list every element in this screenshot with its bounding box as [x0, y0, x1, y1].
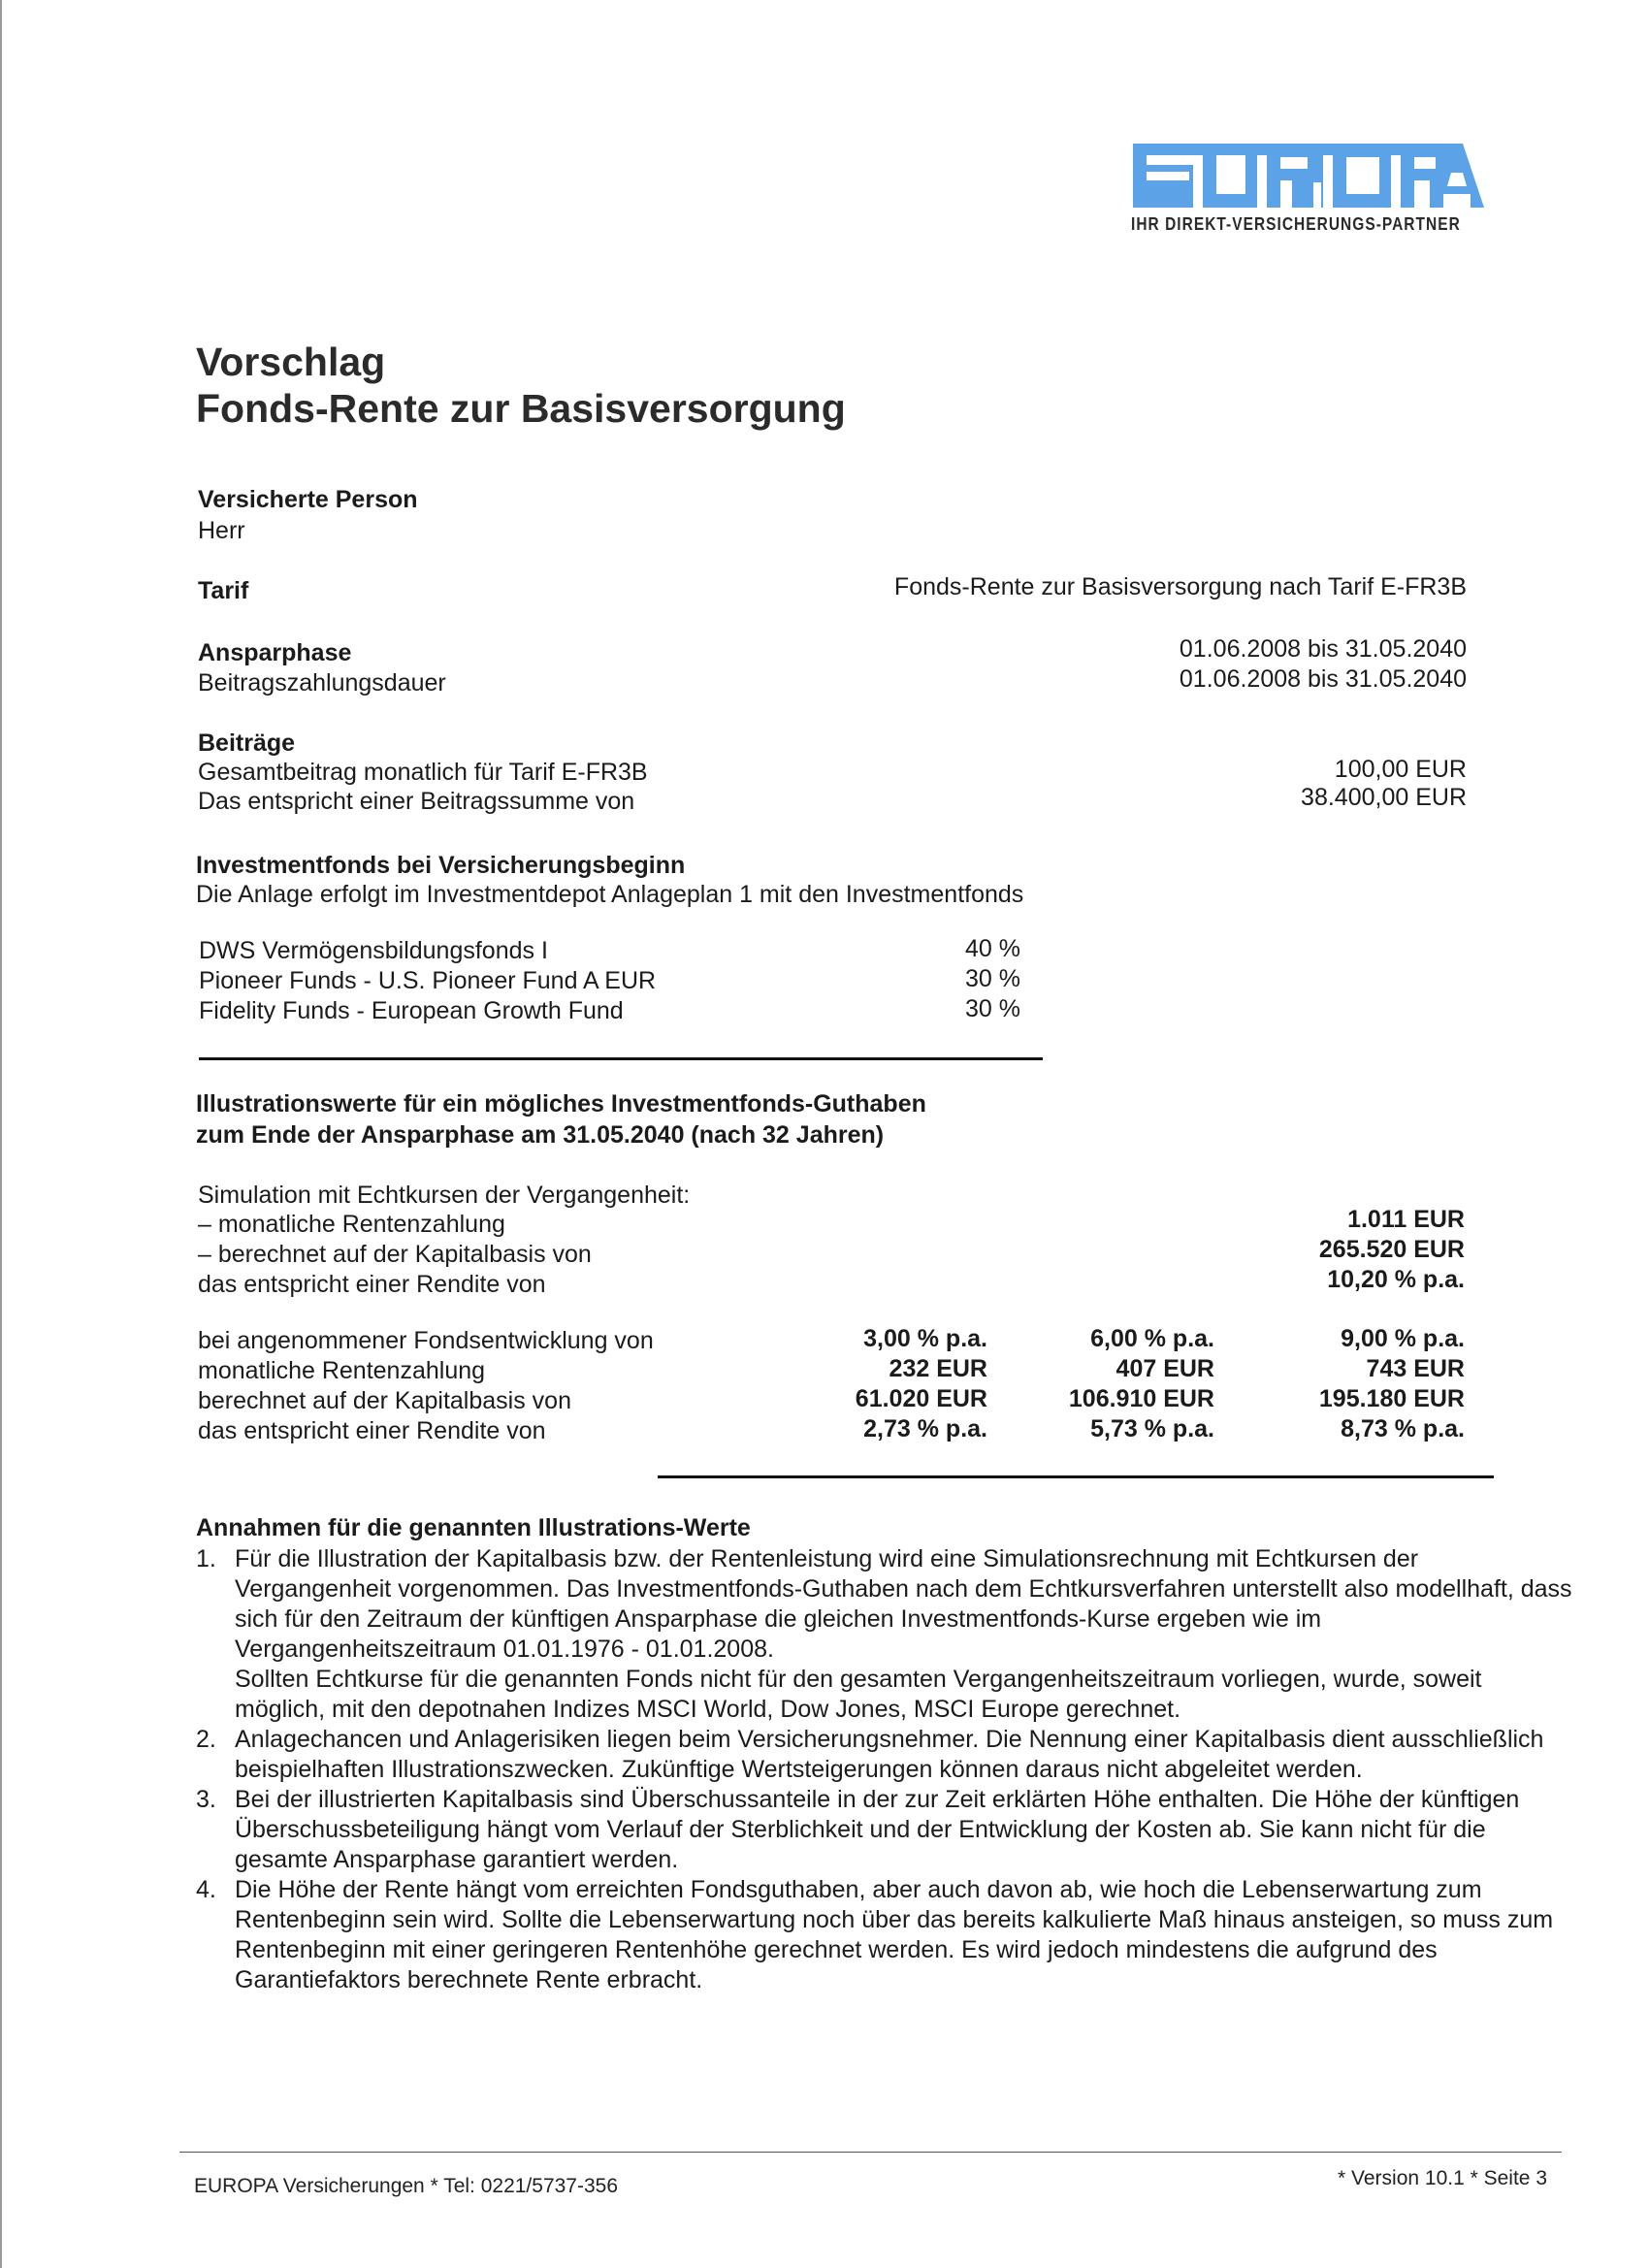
- scenario-6-capital: 106.910 EUR: [1068, 1385, 1214, 1412]
- scenario-9-pension: 743 EUR: [1366, 1355, 1465, 1382]
- tarif-label: Tarif: [198, 577, 249, 604]
- assumption-number: 1.: [196, 1545, 216, 1572]
- scenario-9-return: 8,73 % p.a.: [1341, 1415, 1465, 1442]
- tarif-value: Fonds-Rente zur Basisversorgung nach Tarif E-FR3B: [893, 573, 1467, 600]
- simulation-return-value: 10,20 % p.a.: [1327, 1266, 1465, 1293]
- logo-tagline: IHR DIREKT-VERSICHERUNGS-PARTNER: [1131, 214, 1461, 234]
- fund-name: DWS Vermögensbildungsfonds I: [199, 937, 548, 964]
- scenario-3-capital: 61.020 EUR: [855, 1385, 987, 1412]
- assumption-text: Anlagechancen und Anlagerisiken liegen beim Versicherungsnehmer. Die Nennung einer Kapitalbasis dient ausschließlich beispielhaften Illustrationszwecken. Zukünftige Wertsteigerungen können daraus nicht abgeleitet werden.: [235, 1726, 1544, 1783]
- assumptions-heading: Annahmen für die genannten Illustrations-Werte: [196, 1514, 751, 1541]
- simulation-capital-label: – berechnet auf der Kapitalbasis von: [198, 1241, 592, 1268]
- assumption-item: [196, 1544, 1573, 1725]
- simulation-intro: Simulation mit Echtkursen der Vergangenheit:: [198, 1182, 691, 1209]
- scenario-pension-label: monatliche Rentenzahlung: [198, 1357, 486, 1384]
- person-value: Herr: [198, 517, 245, 544]
- phase-label: Ansparphase: [198, 639, 352, 666]
- fund-name: Pioneer Funds - U.S. Pioneer Fund A EUR: [199, 967, 657, 994]
- assumption-number: 4.: [196, 1876, 216, 1903]
- page-title-line2: Fonds-Rente zur Basisversorgung: [196, 386, 846, 431]
- phase-value: 01.06.2008 bis 31.05.2040: [1179, 635, 1467, 663]
- footer-divider: [179, 2152, 1562, 2153]
- scenario-capital-label: berechnet auf der Kapitalbasis von: [198, 1387, 571, 1414]
- europa-logo-icon: [1133, 144, 1484, 208]
- payment-duration-value: 01.06.2008 bis 31.05.2040: [1179, 665, 1467, 693]
- funds-intro: Die Anlage erfolgt im Investmentdepot Anlageplan 1 mit den Investmentfonds: [196, 881, 1024, 908]
- scenario-3-growth: 3,00 % p.a.: [863, 1325, 987, 1352]
- simulation-capital-value: 265.520 EUR: [1318, 1236, 1465, 1263]
- assumption-number: 2.: [196, 1726, 216, 1753]
- scenario-6-pension: 407 EUR: [1116, 1355, 1214, 1382]
- scenario-3-return: 2,73 % p.a.: [863, 1415, 987, 1442]
- assumption-text: Bei der illustrierten Kapitalbasis sind Überschussanteile in der zur Zeit erklärten Höhe enthalten. Die Höhe der künftigen Überschussbeteiligung hängt vom Verlauf der Sterblichkeit und der Entwicklung der Kosten ab. Sie kann nicht für die gesamte Ansparphase garantiert werden.: [235, 1786, 1520, 1873]
- scenario-growth-label: bei angenommener Fondsentwicklung von: [198, 1327, 654, 1354]
- illustration-heading-line2: zum Ende der Ansparphase am 31.05.2040 (nach 32 Jahren): [196, 1121, 885, 1149]
- funds-heading: Investmentfonds bei Versicherungsbeginn: [196, 852, 686, 879]
- fund-share: 30 %: [965, 995, 1020, 1022]
- scenario-3-pension: 232 EUR: [889, 1355, 987, 1382]
- section-divider: [199, 1057, 1043, 1060]
- simulation-pension-value: 1.011 EUR: [1347, 1206, 1465, 1233]
- simulation-pension-label: – monatliche Rentenzahlung: [198, 1211, 505, 1238]
- illustration-heading-line1: Illustrationswerte für ein mögliches Investmentfonds-Guthaben: [196, 1090, 926, 1118]
- scenario-6-growth: 6,00 % p.a.: [1090, 1325, 1214, 1352]
- fund-name: Fidelity Funds - European Growth Fund: [199, 997, 624, 1024]
- page-edge: [0, 0, 2, 2268]
- scenario-9-capital: 195.180 EUR: [1318, 1385, 1465, 1412]
- scenario-return-label: das entspricht einer Rendite von: [198, 1417, 546, 1444]
- fund-share: 40 %: [965, 935, 1020, 962]
- monthly-contribution-value: 100,00 EUR: [1334, 756, 1467, 783]
- footer-page-info: * Version 10.1 * Seite 3: [1338, 2167, 1547, 2189]
- contribution-sum-value: 38.400,00 EUR: [1301, 784, 1467, 811]
- section-divider: [658, 1475, 1494, 1478]
- scenario-9-growth: 9,00 % p.a.: [1341, 1325, 1465, 1352]
- fund-share: 30 %: [965, 965, 1020, 992]
- scenario-6-return: 5,73 % p.a.: [1090, 1415, 1214, 1442]
- footer-contact: EUROPA Versicherungen * Tel: 0221/5737-356: [194, 2175, 619, 2197]
- assumption-number: 3.: [196, 1786, 216, 1813]
- contribution-sum-label: Das entspricht einer Beitragssumme von: [198, 788, 635, 815]
- europa-logo: [1133, 144, 1484, 208]
- assumption-text: Die Höhe der Rente hängt vom erreichten Fondsguthaben, aber auch davon ab, wie hoch die Lebenserwartung zum Rentenbeginn sein wird. Sollte die Lebenserwartung noch über das bereits kalkulierte Maß hinaus ansteigen, so muss zum Rentenbeginn mit einer geringeren Rentenhöhe gerechnet werden. Es wird jedoch mindestens die aufgrund des Garantiefaktors berechnete Rente erbracht.: [235, 1876, 1554, 1993]
- contributions-heading: Beiträge: [198, 729, 296, 757]
- assumption-item: [196, 1785, 1573, 1875]
- simulation-return-label: das entspricht einer Rendite von: [198, 1271, 546, 1298]
- assumption-item: [196, 1725, 1573, 1785]
- assumptions-list: [196, 1544, 1573, 1995]
- assumption-text: Sollten Echtkurse für die genannten Fonds nicht für den gesamten Vergangenheitszeitraum vorliegen, wurde, soweit möglich, mit den depotnahen Indizes MSCI World, Dow Jones, MSCI Europe gerechnet.: [235, 1666, 1482, 1723]
- assumption-text: Für die Illustration der Kapitalbasis bzw. der Rentenleistung wird eine Simulationsrechnung mit Echtkursen der Vergangenheit vorgenommen. Das Investmentfonds-Guthaben nach dem Echtkursverfahren unterstellt also modellhaft, dass sich für den Zeitraum der künftigen Ansparphase die gleichen Investmentfonds-Kurse ergeben wie im Vergangenheitszeitraum 01.01.1976 - 01.01.2008.: [235, 1545, 1572, 1663]
- assumption-item: [196, 1875, 1573, 1995]
- page-title-line1: Vorschlag: [196, 340, 386, 384]
- person-label: Versicherte Person: [198, 486, 418, 513]
- monthly-contribution-label: Gesamtbeitrag monatlich für Tarif E-FR3B: [198, 759, 648, 786]
- payment-duration-label: Beitragszahlungsdauer: [198, 669, 446, 697]
